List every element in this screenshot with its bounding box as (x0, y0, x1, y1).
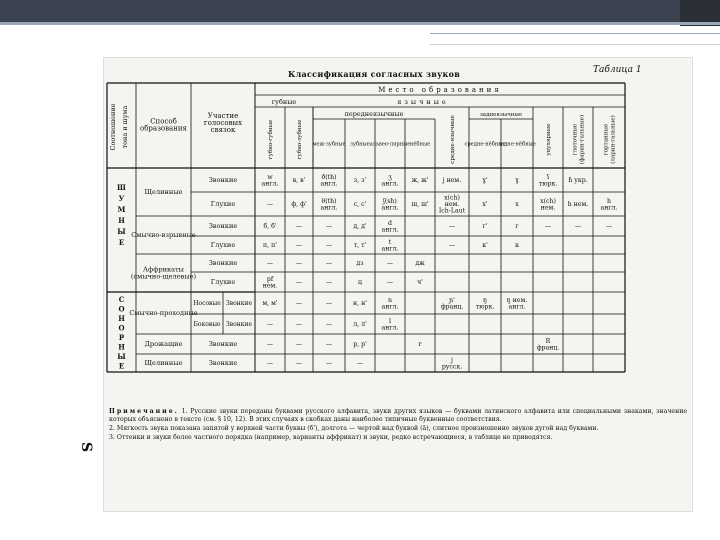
row-voicing: Глухие (210, 241, 236, 249)
table-cell: ц (358, 279, 362, 286)
table-cell: ɣ (515, 177, 519, 184)
table-cell: pf (266, 275, 274, 283)
table-cell: — (295, 321, 303, 328)
row-voicing: Звонкие (225, 321, 253, 328)
table-cell: t (388, 238, 392, 246)
row-voicing: Звонкие (208, 359, 238, 367)
header-method: образования (140, 124, 187, 133)
header-subplace: альвео-лярные (369, 141, 411, 148)
header-subplace: задне-нёбные (498, 141, 536, 148)
table-cell: — (325, 242, 333, 249)
page-side-number: S (78, 441, 95, 453)
row-voicing: Звонкие (208, 259, 238, 267)
header-place-column: средне-язычные (450, 115, 456, 164)
table-cell: с, с' (353, 201, 367, 208)
header-place-column: гортанные (603, 123, 610, 156)
table-cell: англ. (508, 303, 526, 311)
header-labial: губные (271, 98, 297, 106)
table-cell: русск. (441, 363, 463, 371)
table-cell: — (574, 223, 582, 230)
table-cell: — (386, 260, 394, 267)
header-subplace: нёбные (409, 141, 431, 148)
table-cell: — (266, 321, 274, 328)
table-cell: в, в' (292, 177, 306, 184)
table-cell: х' (482, 201, 488, 208)
row-voicing: Звонкие (208, 222, 238, 230)
footnote (109, 408, 687, 443)
table-cell: x(ch) (540, 197, 556, 205)
table-cell: д, д' (353, 223, 367, 230)
row-voicing: Глухие (210, 278, 236, 286)
table-cell: англ. (600, 204, 618, 212)
header-method: Способ (150, 117, 177, 126)
table-cell: ŋ (483, 296, 487, 304)
row-voicing: Звонкие (208, 340, 238, 348)
header-ratio: тона и шума (121, 105, 129, 149)
header-place: Место образования (378, 86, 502, 94)
header-place-column: (ларин-гальные) (610, 115, 617, 164)
header-place-column: (фарин-гальные) (579, 114, 586, 165)
table-cell: англ. (381, 324, 399, 332)
table-cell: — (295, 242, 303, 249)
row-voicing: Звонкие (225, 300, 253, 307)
row-method: Смычно-взрывные (131, 231, 196, 239)
table-cell: з, з' (353, 177, 367, 184)
table-cell: п, п' (263, 242, 277, 249)
table-cell: нем. (540, 204, 556, 212)
table-cell: r (418, 341, 422, 348)
slide-accent-lines (430, 33, 720, 45)
table-cell: — (266, 360, 274, 367)
table-cell: дж (415, 260, 425, 267)
table-cell: — (295, 260, 303, 267)
table-cell: ʕ (546, 173, 550, 181)
table-cell: — (386, 279, 394, 286)
table-cell: тюрк. (538, 180, 558, 188)
table-cell: — (325, 260, 333, 267)
table-cell: ʃ(sh) (383, 197, 397, 205)
table-cell: Ich-Laut (438, 207, 466, 215)
table-cell: h нем. (567, 201, 589, 208)
group-noise-letter: Ы (117, 227, 126, 236)
table-cell: — (295, 223, 303, 230)
group-sonorant-letter: Р (118, 333, 125, 342)
consonant-table (103, 57, 693, 407)
table-cell: н, н' (353, 300, 367, 307)
table-cell: англ. (381, 180, 399, 188)
table-cell: R (545, 337, 551, 345)
table-cell: x(ch) (444, 194, 460, 202)
table-cell: к (515, 242, 519, 249)
header-back-lingual: заднеязычные (479, 112, 523, 118)
table-cell: англ. (320, 204, 338, 212)
header-lingual: язычные (397, 98, 449, 106)
header-front-lingual: переднеязычные (344, 110, 404, 118)
group-noise-letter: Ш (117, 183, 126, 192)
table-cell: к' (482, 242, 488, 249)
table-cell: — (325, 341, 333, 348)
group-noise-letter: М (117, 205, 126, 214)
header-voicing: связок (210, 126, 236, 134)
row-voicing: Носовые (193, 300, 221, 307)
header-voicing: Участие (207, 112, 239, 120)
group-sonorant-letter: Ы (117, 352, 126, 361)
scanned-document (78, 57, 693, 512)
table-cell: n (388, 296, 392, 304)
table-cell: j нем. (442, 177, 462, 184)
table-cell: ð(th) (321, 173, 337, 181)
table-cell: ф, ф' (291, 201, 307, 208)
table-cell: θ(th) (321, 197, 337, 205)
table-cell: франц. (536, 344, 560, 352)
table-cell: б, б' (263, 223, 277, 230)
table-cell: — (266, 260, 274, 267)
table-cell: ч' (417, 279, 423, 286)
table-cell: ɲ' (449, 296, 455, 304)
table-cell: англ. (381, 245, 399, 253)
table-cell: — (295, 341, 303, 348)
table-cell: — (325, 279, 333, 286)
table-cell: — (295, 279, 303, 286)
note-heading: Примечание. (109, 408, 179, 415)
row-method: Щелинные (144, 188, 183, 196)
table-cell: — (356, 360, 364, 367)
row-method: Щелинные (144, 359, 183, 367)
table-cell: р, р' (353, 341, 367, 348)
group-sonorant-letter: О (118, 323, 125, 333)
table-cell: тюрк. (475, 303, 495, 311)
table-cell: франц. (440, 303, 464, 311)
row-voicing: Глухие (210, 200, 236, 208)
table-cell: англ. (381, 226, 399, 234)
row-method: (смычно-щелевые) (130, 272, 197, 281)
table-cell: — (295, 300, 303, 307)
table-cell: d (388, 219, 392, 227)
group-noise-letter: Е (118, 238, 125, 247)
group-sonorant-letter: С (118, 295, 125, 304)
row-voicing: Звонкие (208, 176, 238, 184)
table-cell: ш, ш' (411, 201, 429, 208)
header-subplace: средне-нёбные (464, 141, 506, 148)
group-noise-letter: У (118, 194, 125, 203)
table-cell: англ. (381, 204, 399, 212)
table-cell: т, т' (353, 242, 367, 249)
table-cell: г' (482, 223, 488, 230)
table-cell: — (605, 223, 613, 230)
table-cell: англ. (381, 303, 399, 311)
table-cell: л, л' (353, 321, 367, 328)
table-cell: м, м' (262, 300, 278, 307)
row-method: Аффрикаты (143, 265, 184, 274)
header-ratio: Соотношение (109, 103, 117, 151)
note-paragraph-1: 1. Русские звуки переданы буквами русского алфавита, звуки других языков — буквами латинского алфавита или специальными знаками, значение которых объяснено в тексте (см. § 10, 12). В этих случаях в скобках даны наиболее типичные буквенные соответствия. (109, 408, 687, 423)
group-sonorant-letter: Е (118, 361, 125, 371)
slide-top-bar (0, 0, 720, 22)
table-cell: h (607, 197, 611, 205)
table-cell: — (295, 360, 303, 367)
header-subplace: меж-зубные (312, 141, 346, 148)
header-place-column: губно-губные (268, 119, 274, 160)
table-cell: w (267, 173, 273, 181)
table-cell: — (266, 341, 274, 348)
slide-top-bar-underline (0, 22, 720, 25)
table-cell: дз (356, 260, 364, 267)
table-cell: — (266, 201, 274, 208)
table-cell: j (451, 356, 453, 364)
row-method: Дрожащие (144, 340, 183, 348)
table-cell: г (515, 223, 519, 230)
table-cell: — (325, 223, 333, 230)
table-cell: — (448, 242, 456, 249)
header-voicing: голосовых (203, 119, 243, 127)
row-method: Смычно-проходные (129, 309, 198, 317)
note-paragraph-3: 3. Оттенки и звуки более частного порядка (например, варианты аффрикат) и звуки, редко встречающиеся, в таблице не приводятся. (109, 434, 553, 441)
table-cell: ŋ нем. (506, 296, 528, 304)
header-place-column: губно-зубные (297, 119, 303, 160)
table-cell: англ. (320, 180, 338, 188)
header-place-column: глоточные (572, 123, 579, 156)
table-cell: — (544, 223, 552, 230)
table-cell: — (325, 360, 333, 367)
header-place-column: увулярные (546, 123, 552, 156)
table-cell: англ. (261, 180, 279, 188)
group-sonorant-letter: О (118, 304, 125, 314)
document-title: Классификация согласных звуков (288, 69, 461, 79)
header-subplace: зубные (350, 141, 370, 148)
note-paragraph-2: 2. Мягкость звука показана запятой у верхней части буквы (б'), долгота — чертой над буквой (ā), слитное произношение звуков дугой над буквами. (109, 425, 599, 432)
table-cell: l (389, 317, 391, 325)
group-sonorant-letter: Н (118, 314, 125, 323)
table-cell: — (448, 223, 456, 230)
table-cell: ɦ укр. (568, 177, 588, 184)
table-cell: ɣ' (482, 177, 488, 184)
table-cell: — (325, 300, 333, 307)
row-voicing: Боковые (193, 321, 221, 328)
table-cell: ж, ж' (411, 177, 429, 184)
table-cell: ʒ (388, 173, 392, 181)
table-cell: — (325, 321, 333, 328)
group-noise-letter: Н (118, 216, 125, 225)
group-sonorant-letter: Н (118, 342, 125, 352)
table-cell: нем. (262, 282, 278, 290)
table-cell: х (515, 201, 519, 208)
table-cell: нем. (444, 201, 460, 208)
table-label: Таблица 1 (593, 65, 642, 75)
